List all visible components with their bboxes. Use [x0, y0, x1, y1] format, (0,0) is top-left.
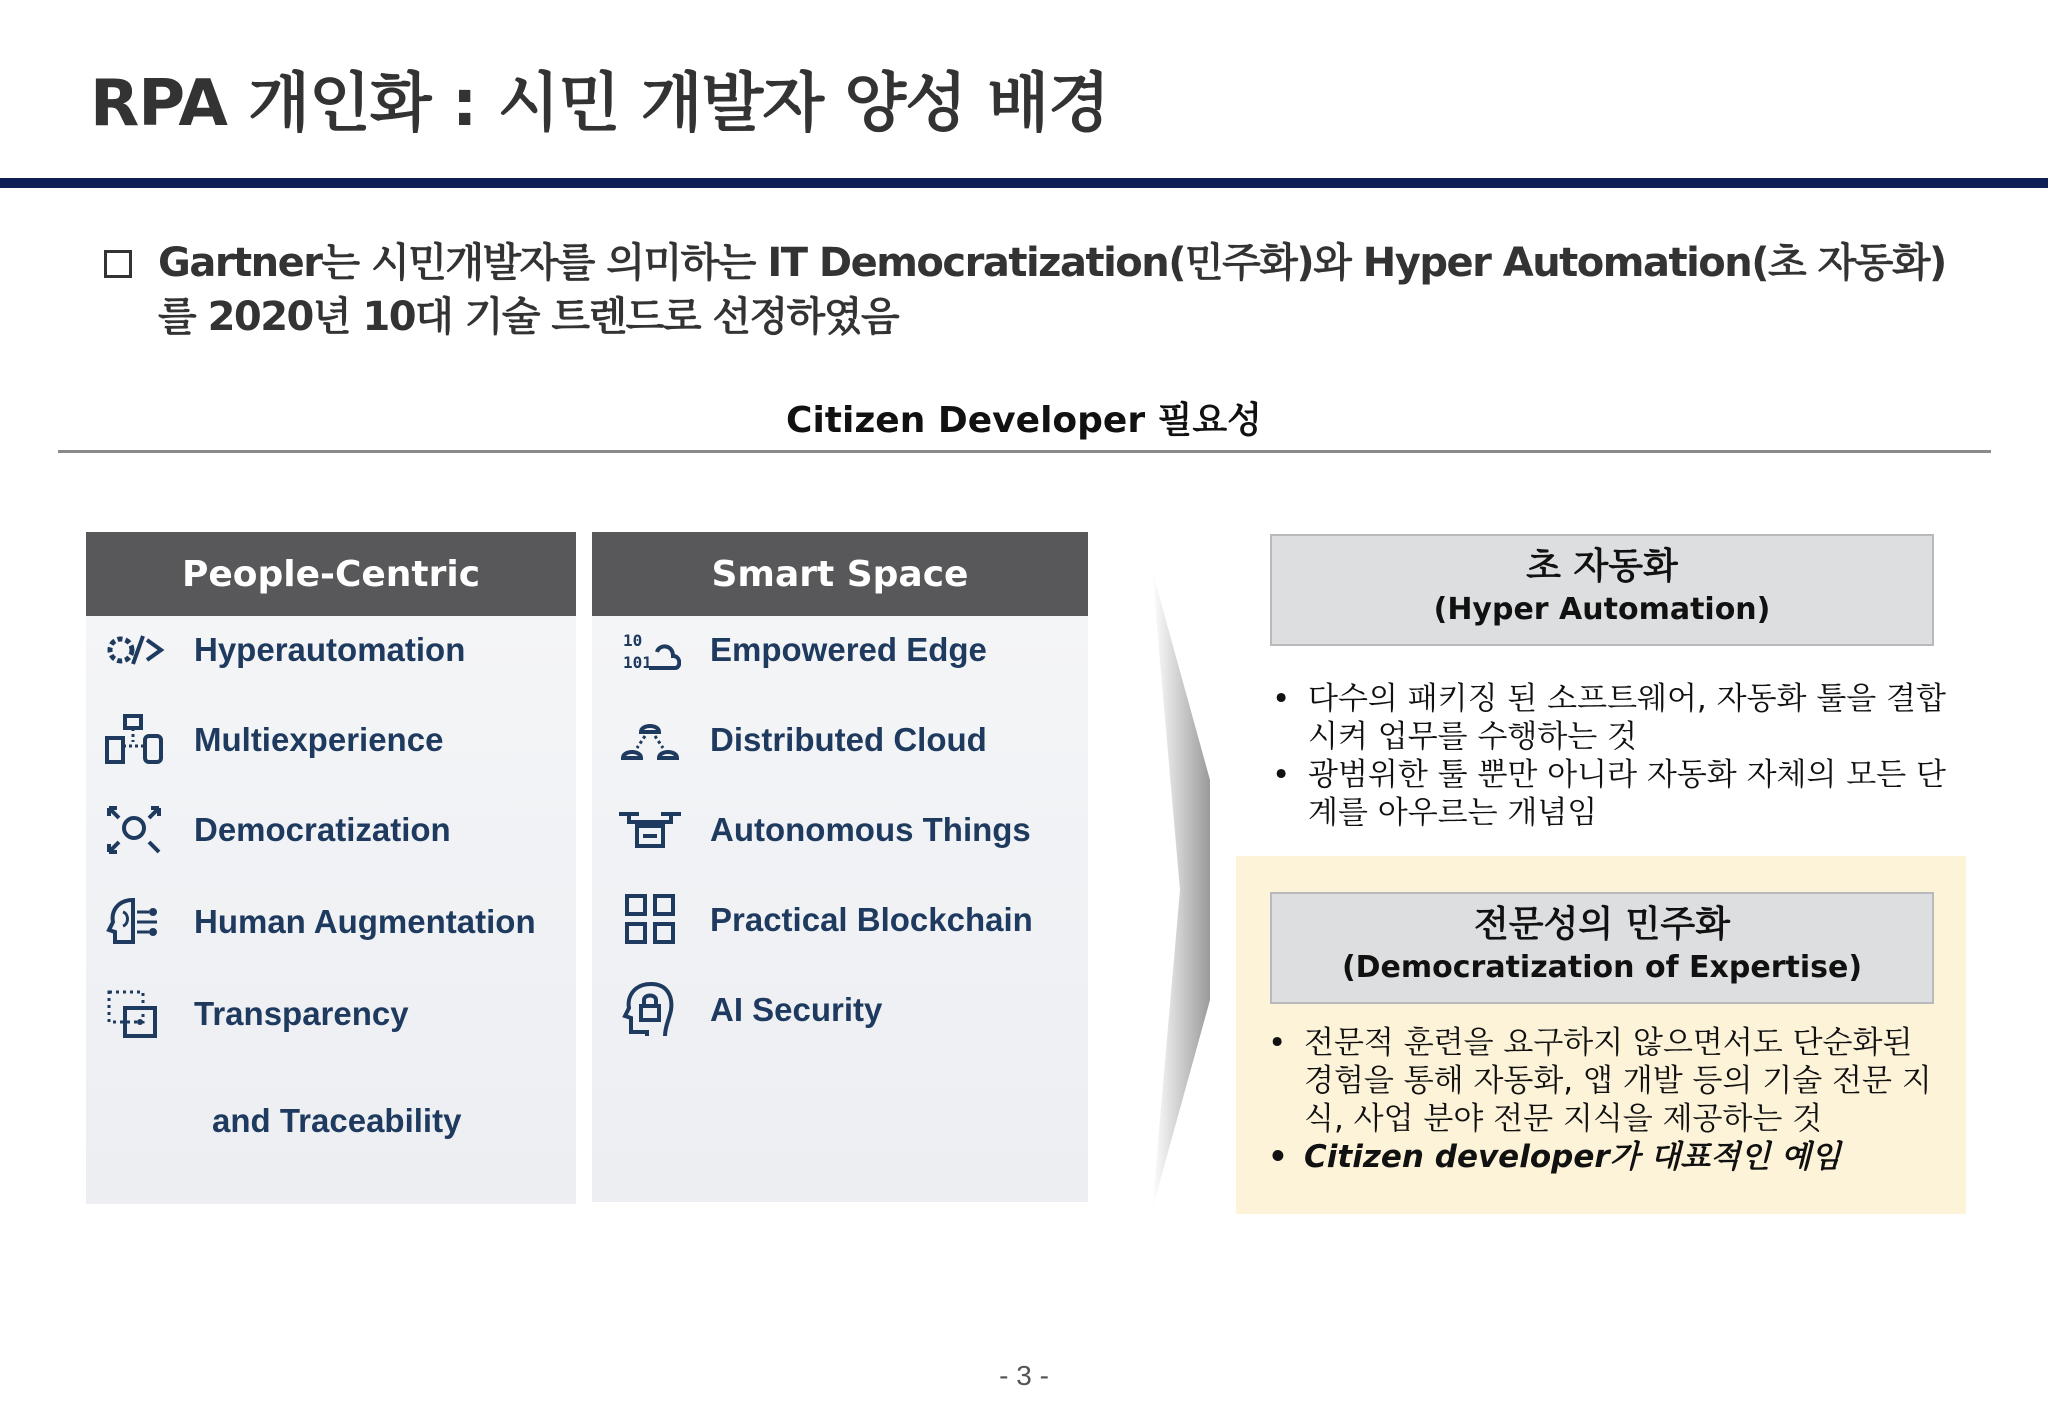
list-item: • 다수의 패키징 된 소프트웨어, 자동화 툴을 결합시켜 업무를 수행하는 것 — [1272, 680, 1952, 756]
item-label-continued: and Traceability — [212, 1102, 462, 1139]
item-label: Practical Blockchain — [710, 901, 1033, 938]
title-divider — [0, 178, 2048, 188]
drone-icon — [614, 800, 686, 860]
page-title: RPA 개인화 : 시민 개발자 양성 배경 — [90, 67, 1110, 141]
item-label: Human Augmentation — [194, 903, 536, 940]
page-number: - 3 - — [999, 1360, 1049, 1391]
edge-cloud-icon — [614, 620, 686, 680]
item-label: Multiexperience — [194, 721, 444, 758]
brain-circuit-icon — [98, 892, 170, 952]
list-item — [614, 980, 882, 1040]
list-item: • Citizen developer가 대표적인 예임 — [1268, 1138, 1938, 1176]
list-item — [98, 984, 409, 1044]
item-label: Empowered Edge — [710, 631, 987, 668]
list-item — [614, 890, 1033, 950]
hyper-automation-box — [1270, 534, 1934, 646]
distributed-cloud-icon — [614, 710, 686, 770]
smart-space-header: Smart Space — [592, 532, 1088, 616]
list-item: • 광범위한 툴 뿐만 아니라 자동화 자체의 모든 단계를 아우르는 개념임 — [1272, 756, 1952, 832]
list-item — [98, 892, 536, 952]
checkbox-bullet-icon — [104, 250, 132, 278]
item-label: Transparency — [194, 995, 409, 1032]
hyper-bullet-list — [1272, 680, 1952, 832]
people-centric-panel — [86, 532, 576, 1204]
gear-code-icon — [98, 620, 170, 680]
hyper-title-ko: 초 자동화 — [1526, 546, 1678, 587]
list-item — [614, 710, 987, 770]
right-arrow-icon — [1150, 570, 1250, 1210]
democratization-box — [1270, 892, 1934, 1004]
democratization-bullet-list — [1268, 1024, 1938, 1176]
list-item — [98, 620, 465, 680]
list-item — [614, 800, 1031, 860]
item-label: Democratization — [194, 811, 451, 848]
item-label: Distributed Cloud — [710, 721, 987, 758]
svg-text:101: 101 — [623, 653, 652, 672]
list-item — [98, 800, 451, 860]
democratization-title-en: (Democratization of Expertise) — [1341, 950, 1863, 985]
intro-text: Gartner는 시민개발자를 의미하는 IT Democratization(민주화)와 Hyper Automation(초 자동화)를 2020년 10대 기술 트렌드로 선정하였음 — [158, 240, 1946, 340]
item-label: AI Security — [710, 991, 883, 1028]
hyper-title-en: (Hyper Automation) — [1433, 592, 1771, 627]
item-label: Hyperautomation — [194, 631, 466, 668]
section-divider — [58, 450, 1991, 453]
list-item — [98, 710, 443, 770]
list-item: • 전문적 훈련을 요구하지 않으면서도 단순화된 경험을 통해 자동화, 앱 개발 등의 기술 전문 지식, 사업 분야 전문 지식을 제공하는 것 — [1268, 1024, 1938, 1138]
item-label: Autonomous Things — [710, 811, 1031, 848]
svg-text:10: 10 — [623, 631, 643, 650]
person-expand-icon — [98, 800, 170, 860]
people-centric-header: People-Centric — [86, 532, 576, 616]
trace-box-icon — [98, 984, 170, 1044]
blockchain-icon — [614, 890, 686, 950]
head-lock-icon — [614, 980, 686, 1040]
devices-icon — [98, 710, 170, 770]
list-item — [614, 620, 987, 680]
section-heading: Citizen Developer 필요성 — [786, 400, 1262, 441]
smart-space-panel — [592, 532, 1088, 1202]
democratization-title-ko: 전문성의 민주화 — [1474, 904, 1730, 945]
